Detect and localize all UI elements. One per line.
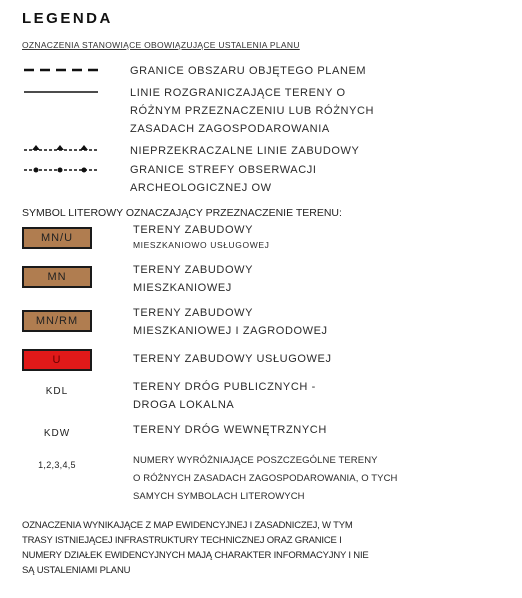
code-desc-kdw: TERENY DRÓG WEWNĘTRZNYCH xyxy=(133,424,327,436)
legend-subtitle: OZNACZENIA STANOWIĄCE OBOWIĄZUJĄCE USTALENIA PLANU xyxy=(22,40,300,50)
zone-desc-line1: TERENY ZABUDOWY xyxy=(133,264,254,276)
line-desc-archaeology-zone: GRANICE STREFY OBSERWACJI ARCHEOLOGICZNEJ OW xyxy=(130,164,317,194)
dotted-line-symbol xyxy=(24,168,98,173)
zone-desc-line2: MIESZKANIOWEJ I ZAGRODOWEJ xyxy=(133,325,328,337)
code-kdw: KDW xyxy=(43,428,71,439)
code-desc-numbers: NUMERY WYRÓŻNIAJĄCE POSZCZEGÓLNE TERENY O RÓŻNYCH ZASADACH ZAGOSPODAROWANIA, O TYCH SAMYCH SYMBOLACH LITEROWYCH xyxy=(133,455,398,502)
footer-note: OZNACZENIA WYNIKAJĄCE Z MAP EWIDENCYJNEJ I ZASADNICZEJ, W TYM TRASY ISTNIEJĄCEJ INFRASTRUKTURY TECHNICZNEJ ORAZ GRANICE I NUMERY DZIAŁEK EWIDENCYJNYCH MAJĄ CHARAKTER INFORMACYJNY I NIE SĄ USTALENIAMI PLANU xyxy=(22,520,369,576)
zone-swatch-mn-rm: MN/RM xyxy=(22,310,92,332)
code-kdl: KDL xyxy=(45,386,69,397)
zone-swatch-mn-u: MN/U xyxy=(22,227,92,249)
code-desc-kdl: TERENY DRÓG PUBLICZNYCH - DROGA LOKALNA xyxy=(133,381,316,411)
legend-title: LEGENDA xyxy=(22,10,113,27)
zone-desc-line2: MIESZKANIOWO USŁUGOWEJ xyxy=(133,240,270,250)
zone-desc-line1: TERENY ZABUDOWY xyxy=(133,307,254,319)
triangle-line-symbol xyxy=(24,145,98,150)
line-desc-demarcation: LINIE ROZGRANICZAJĄCE TERENY O RÓŻNYM PRZEZNACZENIU LUB RÓŻNYCH ZASADACH ZAGOSPODAROWANIA xyxy=(130,87,375,135)
line-desc-building-line: NIEPRZEKRACZALNE LINIE ZABUDOWY xyxy=(130,145,360,157)
zone-swatch-u: U xyxy=(22,349,92,371)
code-numbers: 1,2,3,4,5 xyxy=(38,460,76,470)
zone-desc-line2: MIESZKANIOWEJ xyxy=(133,282,232,294)
zone-desc-line1: TERENY ZABUDOWY USŁUGOWEJ xyxy=(133,353,332,365)
line-symbols xyxy=(22,60,102,180)
line-desc-plan-boundary: GRANICE OBSZARU OBJĘTEGO PLANEM xyxy=(130,65,367,77)
section-heading: SYMBOL LITEROWY OZNACZAJĄCY PRZEZNACZENIE TERENU: xyxy=(22,207,342,219)
zone-swatch-mn: MN xyxy=(22,266,92,288)
zone-desc-line1: TERENY ZABUDOWY xyxy=(133,224,254,236)
